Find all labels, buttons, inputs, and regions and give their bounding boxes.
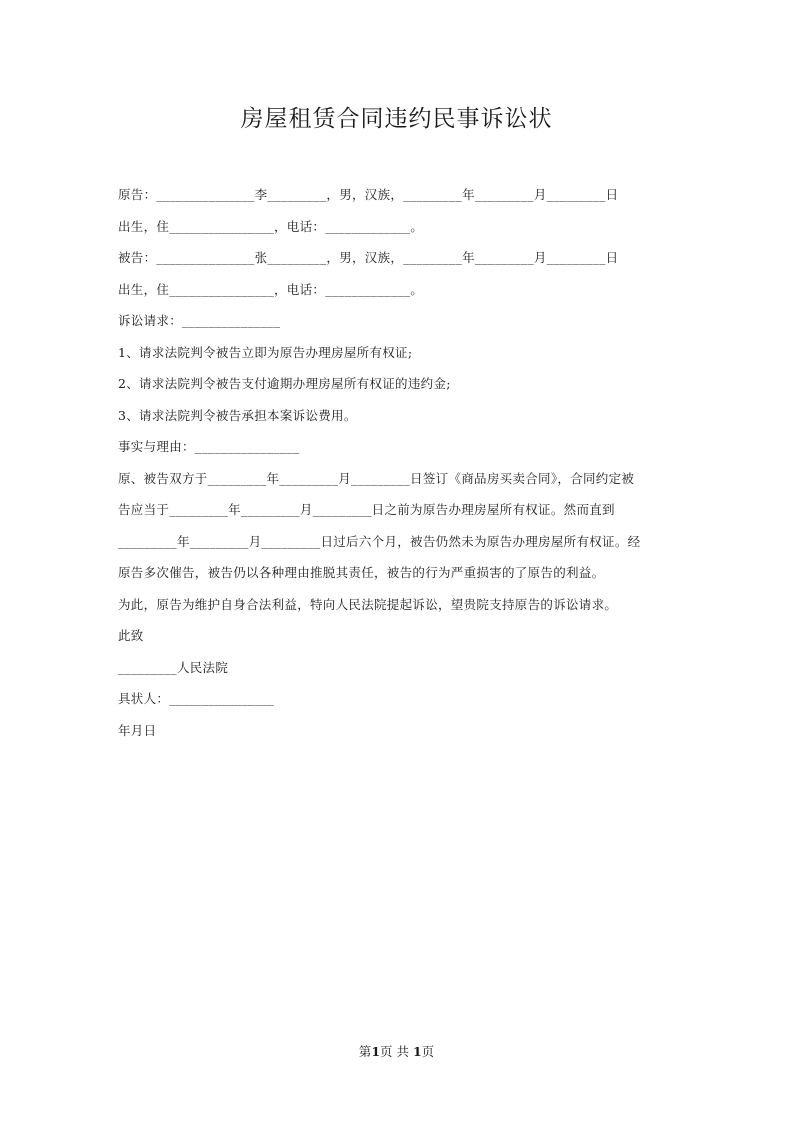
plaintiff-line: 原告：_______________李_________，男，汉族，_________年_________月_________日 <box>118 187 619 202</box>
footer-suffix: 页 <box>421 1044 435 1059</box>
date-line: 年月日 <box>118 722 157 738</box>
facts-paragraph-line-4: 原告多次催告，被告仍以各种理由推脱其责任，被告的行为严重损害的了原告的利益。 <box>118 565 605 580</box>
defendant-line: 被告：_______________张_________，男，汉族，_________年_________月_________日 <box>118 250 619 265</box>
document-body <box>118 183 678 750</box>
claims-heading: 诉讼请求：_______________ <box>118 313 281 328</box>
claim-item-1: 1、请求法院判令被告立即为原告办理房屋所有权证; <box>118 344 413 360</box>
plaintiff-address-line: 出生，住________________，电话：_____________。 <box>118 218 424 234</box>
salutation-line: 此致 <box>118 628 144 643</box>
footer-prefix: 第 <box>358 1044 372 1059</box>
facts-heading: 事实与理由：________________ <box>118 439 300 454</box>
current-page-number: 1 <box>371 1044 381 1059</box>
document-title: 房屋租赁合同违约民事诉讼状 <box>240 106 553 132</box>
facts-paragraph-line-3: _________年_________月_________日过后六个月，被告仍然未为原告办理房屋所有权证。经 <box>118 533 641 549</box>
facts-paragraph-line-1: 原、被告双方于_________年_________月_________日签订《商品房买卖合同》，合同约定被 <box>118 470 635 486</box>
court-line: _________人民法院 <box>118 659 229 675</box>
footer-middle: 页 共 <box>380 1044 413 1059</box>
facts-paragraph-line-2: 告应当于_________年_________月_________日之前为原告办理房屋所有权证。然而直到 <box>118 502 615 517</box>
defendant-address-line: 出生，住________________，电话：_____________。 <box>118 281 424 297</box>
claim-item-2: 2、请求法院判令被告支付逾期办理房屋所有权证的违约金; <box>118 376 451 391</box>
conclusion-line: 为此，原告为维护自身合法利益，特向人民法院提起诉讼，望贵院支持原告的诉讼请求。 <box>118 596 618 612</box>
page-footer <box>0 1042 793 1060</box>
signatory-line: 具状人：________________ <box>118 691 274 706</box>
total-pages-number: 1 <box>412 1044 422 1059</box>
claim-item-3: 3、请求法院判令被告承担本案诉讼费用。 <box>118 407 357 423</box>
